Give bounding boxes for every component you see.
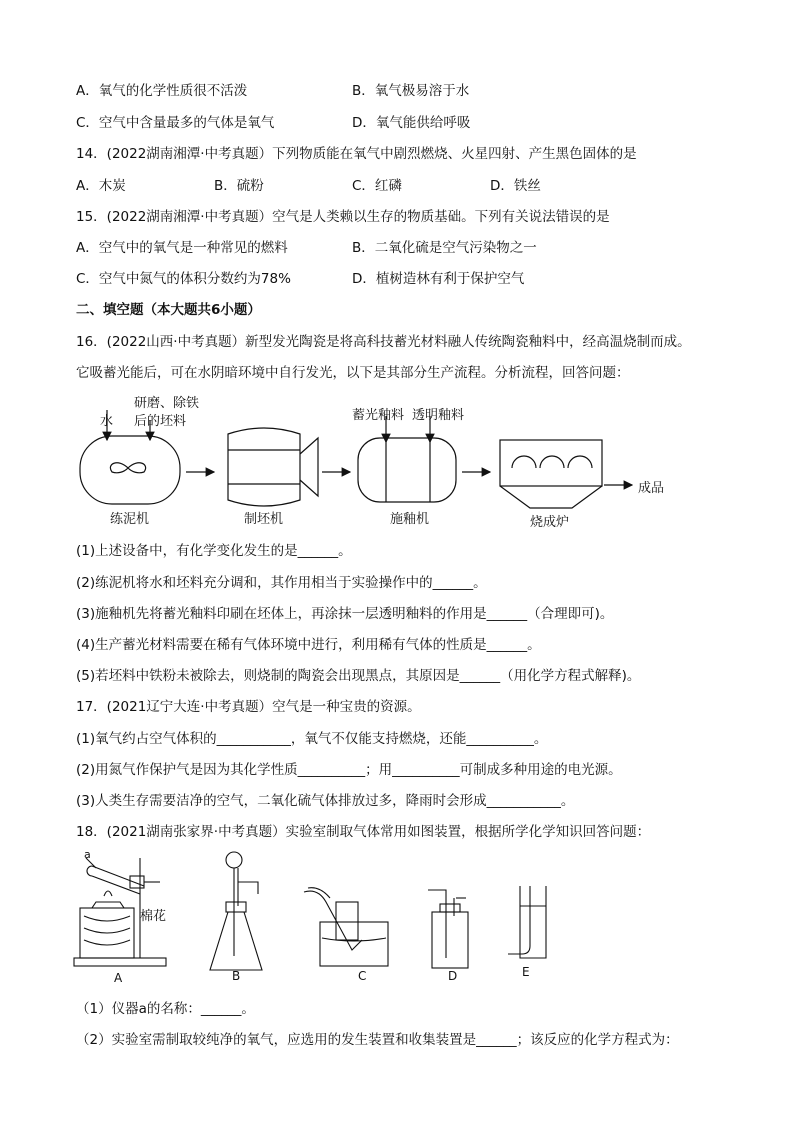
apparatus-b xyxy=(210,852,262,970)
kiln-shape xyxy=(500,440,602,486)
q16-stem-line2: 它吸蓄光能后，可在水阴暗环境中自行发光，以下是其部分生产流程。分析流程，回答问题： xyxy=(76,365,630,381)
q14-stem: 14．(2022湖南湘潭·中考真题）下列物质能在氧气中剧烈燃烧、火星四射、产生黑色固体的是 xyxy=(76,146,637,162)
q16-part-1: (1)上述设备中，有化学变化发生的是______。 xyxy=(76,543,352,559)
section-heading: 二、填空题（本大题共6小题） xyxy=(76,302,261,318)
q13-option-a: A．氧气的化学性质很不活泼 xyxy=(76,83,248,99)
q15-option-b: B．二氧化硫是空气污染物之一 xyxy=(352,240,537,256)
q14-option-a: A．木炭 xyxy=(76,178,126,194)
label-grind-2: 后的坯料 xyxy=(134,414,187,429)
q16-stem-line1: 16．(2022山西·中考真题）新型发光陶瓷是将高科技蓄光材料融人传统陶瓷釉料中，经高温烧制而成。 xyxy=(76,334,691,350)
label-grind-1: 研磨、除铁 xyxy=(134,396,200,411)
label-apparatus-c: C xyxy=(358,969,367,983)
q16-part-5: (5)若坯料中铁粉未被除去，则烧制的陶瓷会出现黑点，其原因是______（用化学方程式解释)。 xyxy=(76,668,641,684)
glazing-machine-shape xyxy=(358,438,456,502)
q17-part-3: (3)人类生存需要洁净的空气，二氧化硫气体排放过多，降雨时会形成___________。 xyxy=(76,793,575,809)
q17-stem: 17．(2021辽宁大连·中考真题）空气是一种宝贵的资源。 xyxy=(76,699,421,715)
q18-part-2: （2）实验室需制取较纯净的氧气，应选用的发生装置和收集装置是______；该反应的化学方程式为： xyxy=(76,1032,679,1048)
label-blank-maker: 制坯机 xyxy=(244,512,284,527)
label-mixer: 练泥机 xyxy=(110,512,150,527)
q17-part-1: (1)氧气约占空气体积的___________，氧气不仅能支持燃烧，还能__________。 xyxy=(76,731,548,747)
label-a: a xyxy=(84,848,91,861)
q15-option-a: A．空气中的氧气是一种常见的燃料 xyxy=(76,240,288,256)
label-kiln: 烧成炉 xyxy=(530,515,570,530)
q16-part-4: (4)生产蓄光材料需要在稀有气体环境中进行，利用稀有气体的性质是______。 xyxy=(76,637,541,653)
label-cotton: 棉花 xyxy=(140,909,167,924)
q17-part-2: (2)用氮气作保护气是因为其化学性质__________；用__________可制成多种用途的电光源。 xyxy=(76,762,622,778)
q15-option-c: C．空气中氮气的体积分数约为78% xyxy=(76,271,291,287)
apparatus-d xyxy=(428,890,468,968)
q15-option-d: D．植树造林有利于保护空气 xyxy=(352,271,525,287)
label-glaze-2: 透明釉料 xyxy=(412,408,465,423)
blank-maker-shape xyxy=(228,428,300,506)
label-product: 成品 xyxy=(638,481,665,496)
q14-option-b: B．硫粉 xyxy=(214,178,264,194)
apparatus-c xyxy=(304,888,388,966)
label-apparatus-e: E xyxy=(522,965,530,979)
q14-option-d: D．铁丝 xyxy=(490,178,541,194)
label-glazing-machine: 施釉机 xyxy=(390,512,430,527)
q18-stem: 18．(2021湖南张家界·中考真题）实验室制取气体常用如图装置，根据所学化学知识回答问题： xyxy=(76,824,651,840)
q13-option-b: B．氧气极易溶于水 xyxy=(352,83,470,99)
q13-option-c: C．空气中含量最多的气体是氧气 xyxy=(76,115,275,131)
label-glaze-1: 蓄光釉料 xyxy=(352,408,405,423)
q13-option-d: D．氧气能供给呼吸 xyxy=(352,115,471,131)
label-water: 水 xyxy=(100,414,114,429)
lab-apparatus-diagram xyxy=(0,846,794,984)
q14-option-c: C．红磷 xyxy=(352,178,402,194)
q15-stem: 15．(2022湖南湘潭·中考真题）空气是人类赖以生存的物质基础。下列有关说法错误的是 xyxy=(76,209,610,225)
label-apparatus-a: A xyxy=(114,971,123,984)
q16-part-3: (3)施釉机先将蓄光釉料印刷在坯体上，再涂抹一层透明釉料的作用是______（合理即可)。 xyxy=(76,606,614,622)
apparatus-e xyxy=(508,886,546,958)
q16-part-2: (2)练泥机将水和坯料充分调和，其作用相当于实验操作中的______。 xyxy=(76,575,487,591)
q18-part-1: （1）仪器a的名称：______。 xyxy=(76,1001,255,1017)
label-apparatus-d: D xyxy=(448,969,458,983)
label-apparatus-b: B xyxy=(232,969,241,983)
